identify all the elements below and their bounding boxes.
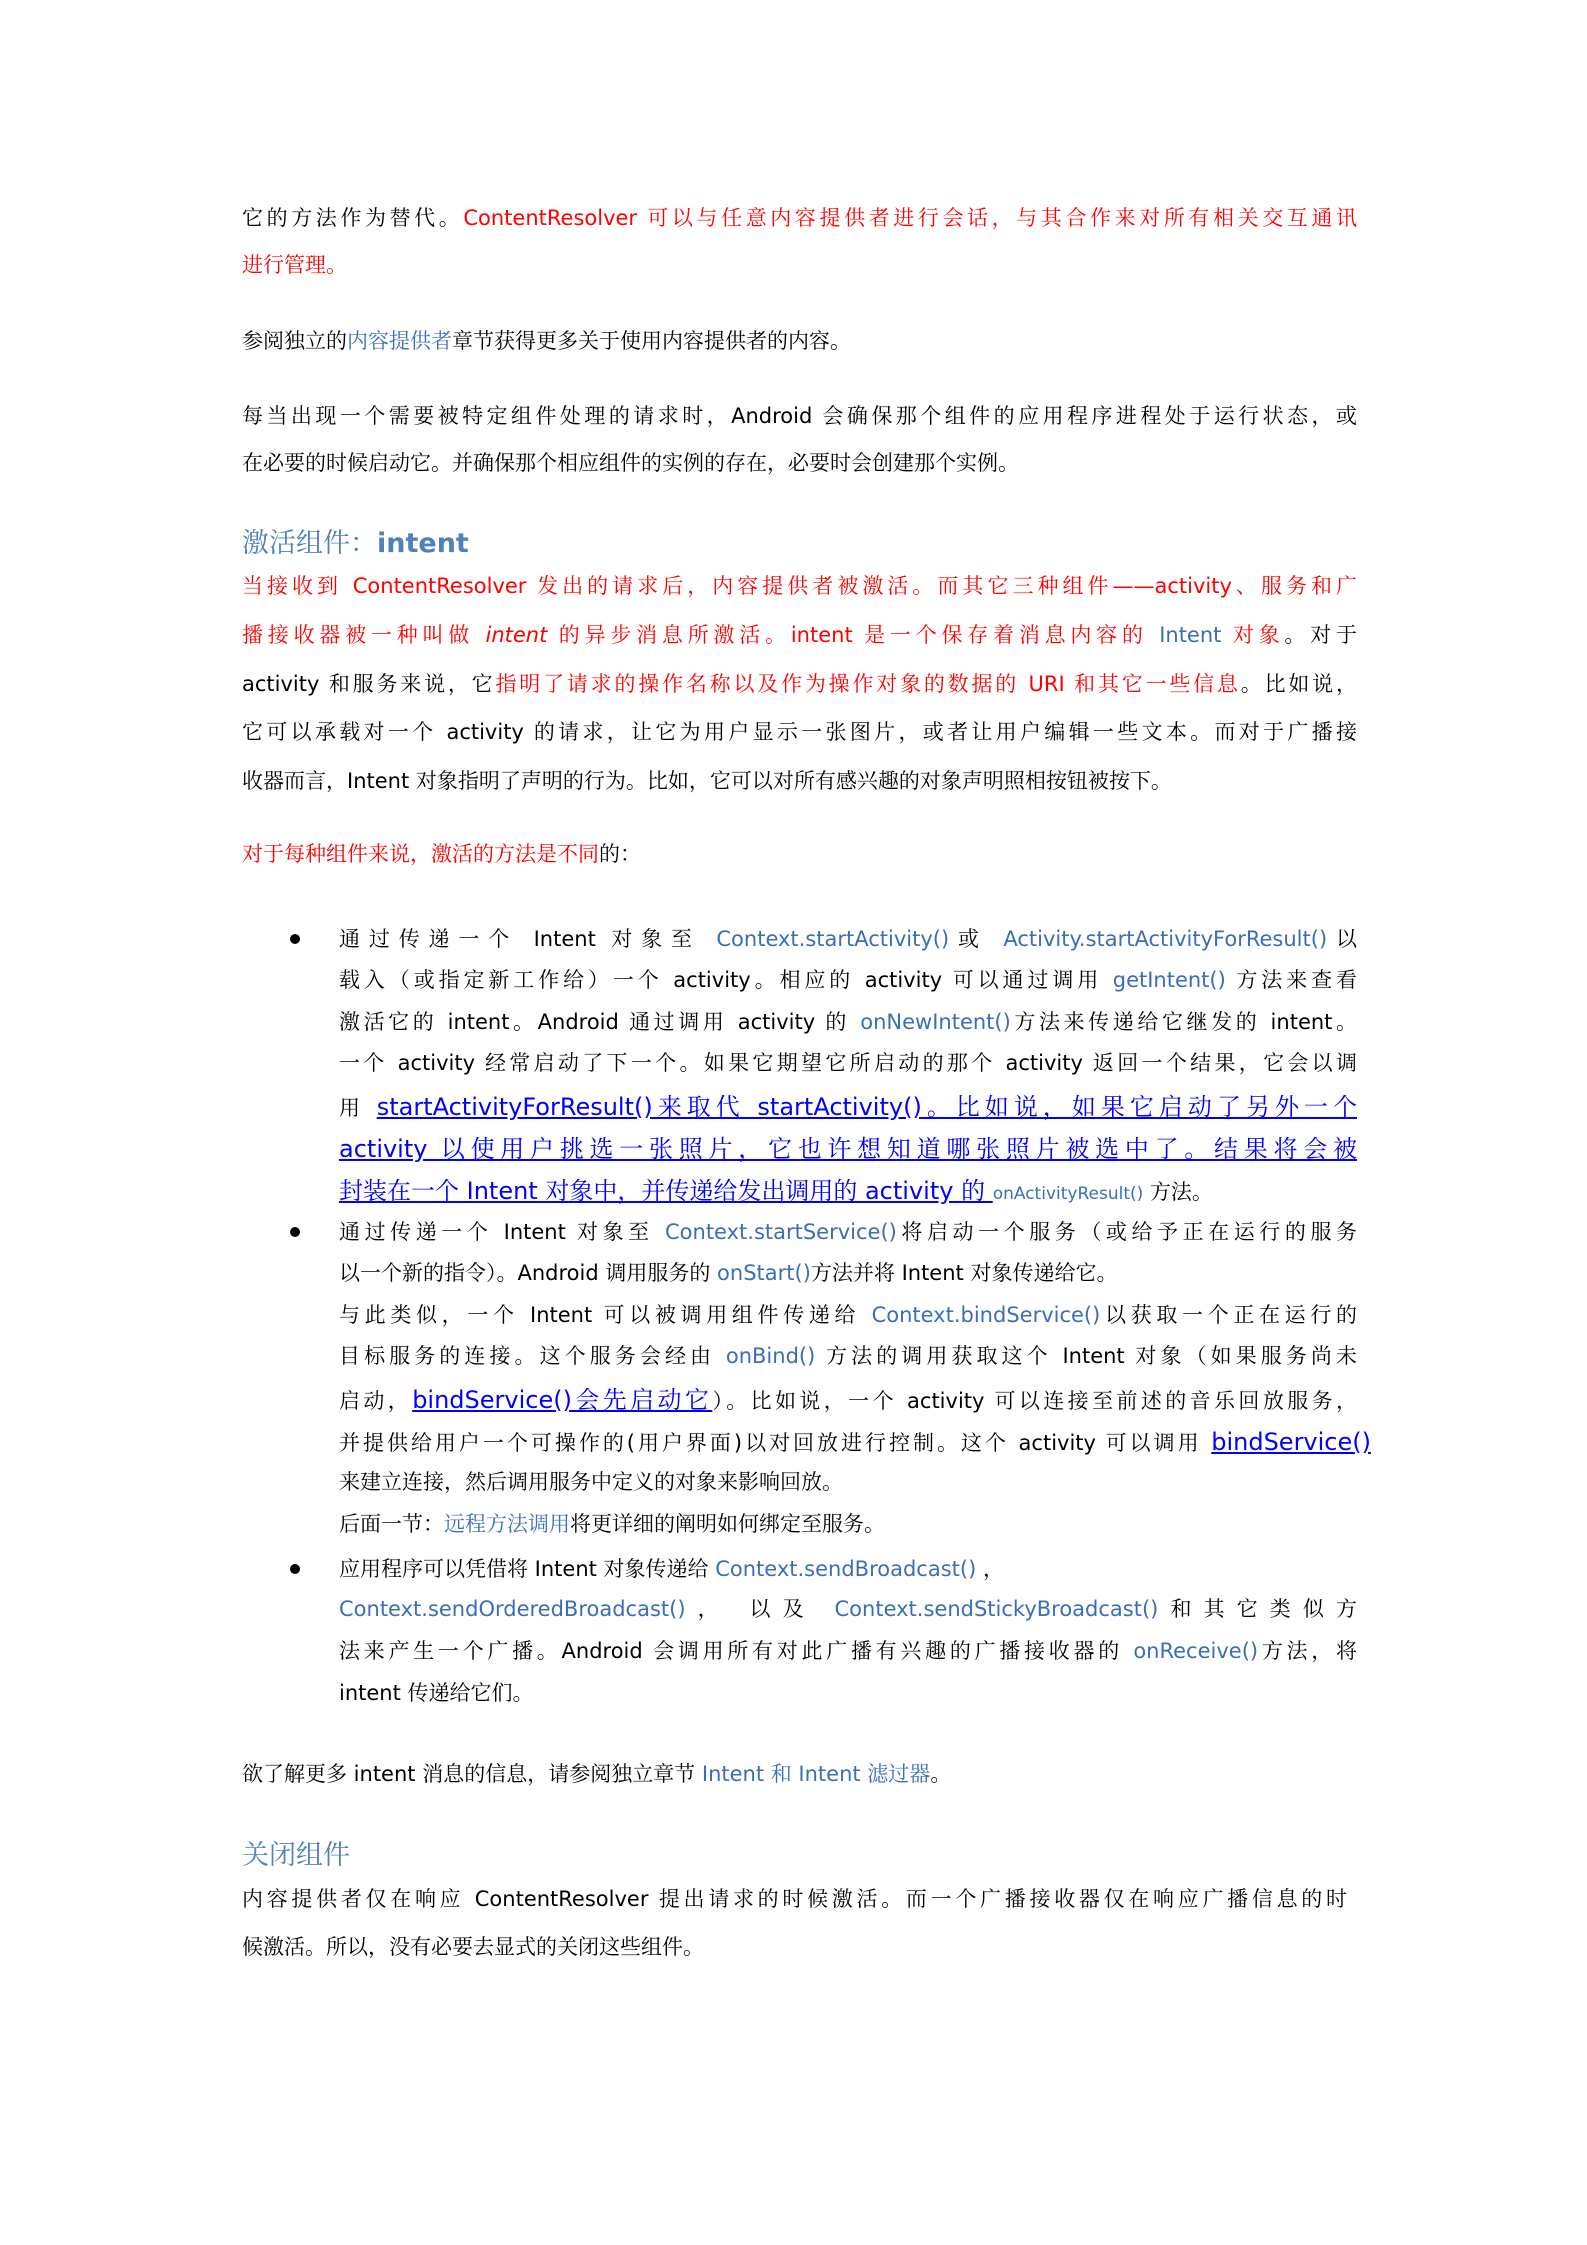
text: 后面一节： [339,1512,444,1536]
api-link[interactable]: onActivityResult() [992,1184,1144,1204]
list-item-line [339,1300,1357,1330]
list-item-line [339,1636,1357,1666]
paragraph-line [242,571,1357,601]
api-link[interactable]: onBind() [725,1344,816,1368]
api-link[interactable]: onReceive() [1133,1639,1259,1663]
paragraph-line [242,620,1357,650]
text: 并提供给用户一个可操作的(用户界面)以对回放进行控制。这个 activity 可以调用 [339,1431,1212,1455]
text: 收器而言，Intent 对象指明了声明的行为。比如，它可以对所有感兴趣的对象声明照相按钮被按下。 [242,769,1172,793]
text: 它的方法作为替代。 [242,206,464,230]
list-item-line [339,1427,1371,1457]
text: 方法来查看 [1225,968,1357,992]
text: 每当出现一个需要被特定组件处理的请求时，Android 会确保那个组件的应用程序进程处于运行状态，或 [242,404,1357,428]
text: 启动， [339,1389,413,1413]
section-heading-shutdown: 关闭组件 [242,1840,350,1871]
heading-text: intent [377,528,469,559]
text: 方法的调用获取这个 Intent 对象（如果服务尚未 [815,1344,1357,1368]
text: 目标服务的连接。这个服务会经由 [339,1344,726,1368]
highlight-text: 对象 [1221,623,1285,647]
text: 内容提供者仅在响应 ContentResolver 提出请求的时候激活。而一个广播接收器仅在响应广播信息的时 [242,1887,1347,1911]
italic-term: intent [485,623,548,647]
list-item-line [339,965,1357,995]
list-item-line [339,1092,1357,1122]
text: 通过传递一个 Intent 对象至 [339,927,717,951]
text: 一个 activity 经常启动了下一个。如果它期望它所启动的那个 activity 返回一个结果，它会以调 [339,1051,1357,1075]
api-link[interactable]: Context.sendOrderedBroadcast() [339,1597,686,1621]
text: 将更详细的阐明如何绑定至服务。 [570,1512,885,1536]
paragraph-line [242,448,1357,478]
text: intent 传递给它们。 [339,1681,534,1705]
text: 应用程序可以凭借将 Intent 对象传递给 [339,1557,716,1581]
text: 方法，将 [1258,1639,1357,1663]
highlight-text: 的异步消息所激活。intent 是一个保存着消息内容的 [547,623,1160,647]
api-link[interactable]: Context.sendStickyBroadcast() [834,1597,1159,1621]
api-link[interactable]: Context.startActivity() [716,927,950,951]
section-heading-activate [242,521,469,560]
text: ）。比如说，一个 activity 可以连接至前述的音乐回放服务， [712,1389,1357,1413]
underlined-link[interactable]: 封装在一个 Intent 对象中，并传递给发出调用的 activity 的 [339,1177,993,1205]
api-link[interactable]: Intent [1159,623,1222,647]
text: 。对于 [1284,623,1357,647]
text: 方法并将 Intent 对象传递给它。 [810,1261,1118,1285]
list-item-line [339,1134,1357,1164]
api-link[interactable]: Intent 和 Intent 滤过器 [701,1762,931,1786]
text: 的： [599,842,641,866]
paragraph-line [242,1932,1357,1962]
list-item-line [339,924,1357,954]
text: ， 以及 [685,1597,835,1621]
highlight-text: 当接收到 ContentResolver 发出的请求后，内容提供者被激活。而其它三种组件——activity、服务和广 [242,574,1357,598]
text: 用 [339,1096,377,1120]
bullet-icon [290,1227,300,1237]
text: 方法。 [1143,1180,1213,1204]
list-item-line [339,1176,1357,1206]
text: 方法来传递给它继发的 intent。 [1010,1010,1357,1034]
paragraph-line [242,766,1357,796]
heading-text: 激活组件： [242,528,377,559]
list-item-line [339,1341,1357,1371]
highlight-text: 对于每种组件来说，激活的方法是不同 [242,842,599,866]
list-item-line [339,1217,1357,1247]
text: 欲了解更多 intent 消息的信息，请参阅独立章节 [242,1762,702,1786]
text: 。 [930,1762,952,1786]
paragraph-line [242,203,1357,233]
api-link[interactable]: 远程方法调用 [444,1512,570,1536]
list-item-line [339,1678,1357,1708]
paragraph-line [242,1759,1357,1789]
paragraph-line [242,401,1357,431]
list-item-line [339,1467,1357,1497]
text: 在必要的时候启动它。并确保那个相应组件的实例的存在，必要时会创建那个实例。 [242,451,1019,475]
bullet-icon [290,1564,300,1574]
paragraph-line [242,839,1357,869]
api-link[interactable]: 内容提供者 [347,329,452,353]
text: 来建立连接，然后调用服务中定义的对象来影响回放。 [339,1470,843,1494]
text: activity 和服务来说，它 [242,672,496,696]
text: 或 [949,927,1004,951]
api-link[interactable]: Activity.startActivityForResult() [1003,927,1328,951]
list-item-line [339,1554,1357,1584]
text: 候激活。所以，没有必要去显式的关闭这些组件。 [242,1935,704,1959]
text: 载入（或指定新工作给）一个 activity。相应的 activity 可以通过调用 [339,968,1113,992]
text: 章节获得更多关于使用内容提供者的内容。 [452,329,851,353]
paragraph-line [242,717,1357,747]
highlight-text: ContentResolver 可以与任意内容提供者进行会话，与其合作来对所有相关交互通讯 [463,206,1357,230]
highlight-text: 播接收器被一种叫做 [242,623,486,647]
list-item-line [339,1007,1357,1037]
api-link[interactable]: onNewIntent() [860,1010,1011,1034]
text: ， [976,1557,1004,1581]
text: 通过传递一个 Intent 对象至 [339,1220,665,1244]
text: 法来产生一个广播。Android 会调用所有对此广播有兴趣的广播接收器的 [339,1639,1134,1663]
api-link[interactable]: Context.startService() [665,1220,897,1244]
list-item-line [339,1258,1357,1288]
list-item-line [339,1385,1357,1415]
api-link[interactable]: onStart() [717,1261,811,1285]
text: 它可以承载对一个 activity 的请求，让它为用户显示一张图片，或者让用户编辑一些文本。而对于广播接 [242,720,1357,744]
paragraph-line [242,669,1357,699]
text: 和其它类似方 [1158,1597,1357,1621]
api-link[interactable]: Context.sendBroadcast() [715,1557,977,1581]
text: 将启动一个服务（或给予正在运行的服务 [896,1220,1357,1244]
underlined-link[interactable]: bindService() [1211,1428,1371,1456]
highlight-text: 指明了请求的操作名称以及作为操作对象的数据的 URI 和其它一些信息 [495,672,1241,696]
highlight-text: 进行管理。 [242,253,347,277]
underlined-link[interactable]: activity 以使用户挑选一张照片，它也许想知道哪张照片被选中了。结果将会被 [339,1135,1357,1163]
text: 激活它的 intent。Android 通过调用 activity 的 [339,1010,861,1034]
paragraph-line [242,250,1357,280]
list-item-line [339,1509,1357,1539]
list-item-line [339,1048,1357,1078]
paragraph-line [242,1884,1347,1914]
api-link[interactable]: getIntent() [1112,968,1226,992]
text: 。比如说， [1240,672,1357,696]
text: 以 [1327,927,1357,951]
text: 与此类似，一个 Intent 可以被调用组件传递给 [339,1303,872,1327]
api-link[interactable]: Context.bindService() [871,1303,1101,1327]
text: 以获取一个正在运行的 [1100,1303,1357,1327]
list-item-line [339,1594,1357,1624]
bullet-icon [290,934,300,944]
text: 以一个新的指令）。Android 调用服务的 [339,1261,718,1285]
underlined-link[interactable]: bindService()会先启动它 [412,1386,713,1414]
text: 参阅独立的 [242,329,347,353]
underlined-link[interactable]: startActivityForResult()来取代 startActivity()。比如说，如果它启动了另外一个 [376,1093,1357,1121]
paragraph-line [242,326,1357,356]
